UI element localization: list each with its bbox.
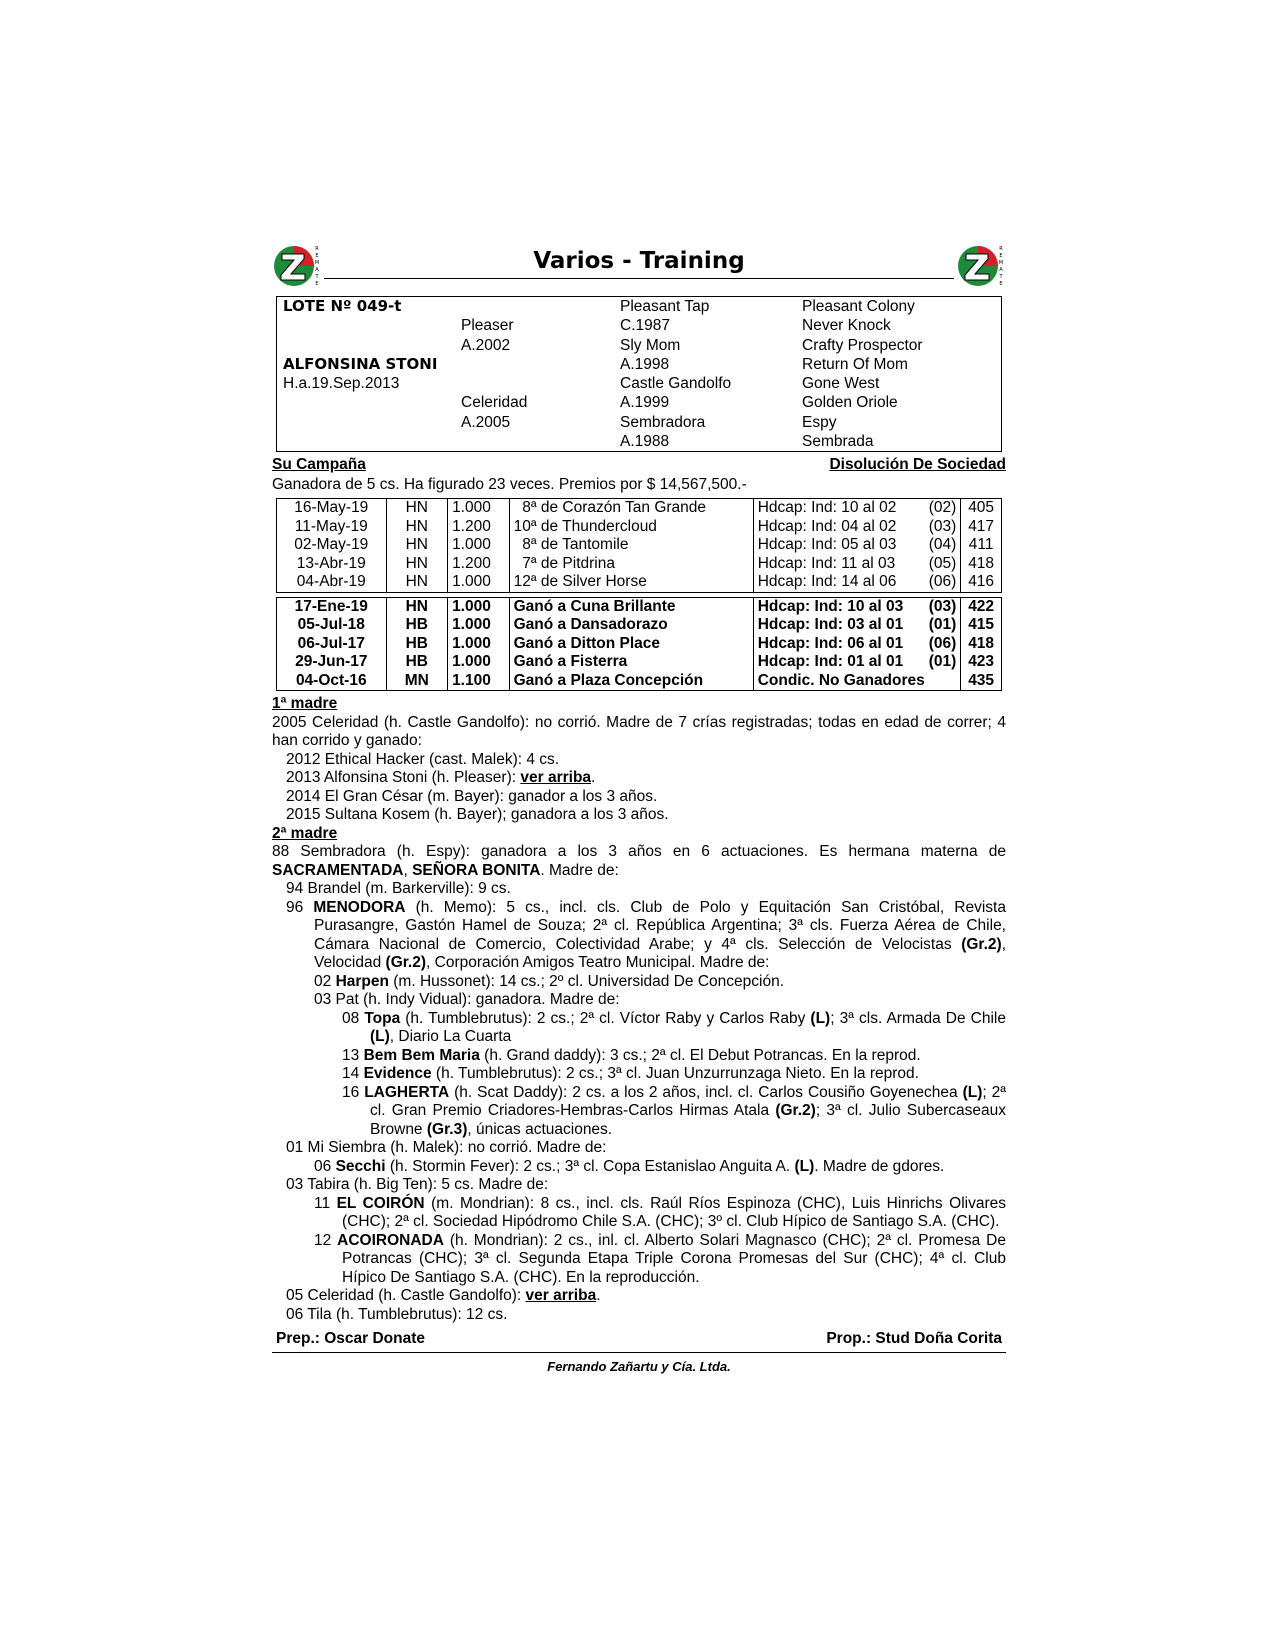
svg-text:T: T [315,274,319,280]
produce-line: 14 Evidence (h. Tumblebrutus): 2 cs.; 3ª cl. Juan Unzurrunzaga Nieto. En la reprod. [342,1065,919,1082]
produce-line: 01 Mi Siembra (h. Malek): no corrió. Madre de: [286,1139,607,1156]
grandparent-year: A.1998 [620,355,670,373]
see-above-link[interactable]: ver arriba [525,1287,597,1304]
see-above-link[interactable]: ver arriba [520,769,592,786]
win-row: 06-Jul-17 HB 1.000 Ganó a Ditton Place Hdcap: Ind: 06 al 01 (06) 418 [277,635,1002,654]
horse-info: H.a.19.Sep.2013 [283,375,400,393]
campaign-header [272,456,1006,475]
document-page [272,240,1006,1374]
sire-name: Pleaser [461,317,514,335]
svg-text:A: A [315,267,319,273]
grandparent-name: Sembradora [620,413,706,431]
sire-year: A.2002 [461,336,511,354]
pedigree-box [276,296,1002,452]
produce-line: 16 LAGHERTA (h. Scat Daddy): 2 cs. a los 2 años, incl. cl. Carlos Cousiño Goyenechea (L); 2ª cl. Gran Premio Criadores-Hembras-Carlos Hirmas Atala (Gr.2); 3ª cl. Julio Subercaseaux Browne (Gr.3), únicas actuaciones. [342,1083,1006,1138]
great-grandparent: Pleasant Colony [802,298,915,315]
produce-line: 05 Celeridad (h. Castle Gandolfo): ver arriba. [286,1287,601,1304]
svg-text:E: E [999,253,1003,259]
page-title: Varios - Training [324,248,954,279]
great-grandparent: Sembrada [802,433,874,451]
race-row: 16-May-19 HN 1.000 8ª de Corazón Tan Grande Hdcap: Ind: 10 al 02 (02) 405 [277,499,1002,518]
campaign-note: Disolución De Sociedad [829,456,1006,473]
race-row: 13-Abr-19 HN 1.200 7ª de Pitdrina Hdcap: Ind: 11 al 03 (05) 418 [277,555,1002,574]
page-header [272,240,1006,296]
company-name: Fernando Zañartu y Cía. Ltda. [547,1359,731,1374]
produce-line: 11 EL COIRÓN (m. Mondrian): 8 cs., incl. cls. Raúl Ríos Espinoza (CHC), Luis Hinrichs Olivares (CHC); 2ª cl. Sociedad Hipódromo Chile S.A. (CHC); 3º cl. Club Hípico de Santiago S.A. (CHC). [314,1194,1007,1230]
produce-line: 2012 Ethical Hacker (cast. Malek): 4 cs. [286,750,560,768]
race-table [276,498,1002,691]
produce-line: 03 Tabira (h. Big Ten): 5 cs. Madre de: [286,1176,549,1193]
win-row: 29-Jun-17 HB 1.000 Ganó a Fisterra Hdcap: Ind: 01 al 01 (01) 423 [277,653,1002,672]
svg-text:T: T [999,274,1003,280]
produce-line: 06 Secchi (h. Stormin Fever): 2 cs.; 3ª cl. Copa Estanislao Anguita A. (L). Madre de gdores. [314,1157,945,1175]
produce-line: 13 Bem Bem Maria (h. Grand daddy): 3 cs.; 2ª cl. El Debut Potrancas. En la reprod. [342,1046,921,1064]
grandparent-name: Castle Gandolfo [620,375,732,393]
win-row: 05-Jul-18 HB 1.000 Ganó a Dansadorazo Hdcap: Ind: 03 al 01 (01) 415 [277,616,1002,635]
svg-text:M: M [998,260,1004,266]
first-dam-heading: 1ª madre [272,695,338,712]
zanartu-logo-icon [956,240,1006,290]
trainer: Prep.: Oscar Donate [276,1330,426,1347]
great-grandparent: Never Knock [802,317,891,335]
svg-text:E: E [999,281,1003,287]
svg-text:E: E [315,253,319,259]
pedigree-grandparents-column [620,297,731,451]
grandparent-year: A.1988 [620,433,670,451]
great-grandparent: Espy [802,413,837,431]
campaign-heading: Su Campaña [272,456,366,473]
race-row: 04-Abr-19 HN 1.000 12ª de Silver Horse Hdcap: Ind: 14 al 06 (06) 416 [277,573,1002,592]
campaign-summary: Ganadora de 5 cs. Ha figurado 23 veces. Premios por $ 14,567,500.- [272,476,747,493]
grandparent-name: Pleasant Tap [620,298,710,315]
great-grandparent: Gone West [802,375,880,393]
second-dam-intro: 88 Sembradora (h. Espy): ganadora a los 3 años en 6 actuaciones. Es hermana materna de SACRAMENTADA, SEÑORA BONITA. Madre de: [272,843,1006,879]
produce-line: 2015 Sultana Kosem (h. Bayer); ganadora a los 3 años. [286,806,669,823]
dam-year: A.2005 [461,413,511,431]
pedigree-horse-column [283,297,437,393]
owner: Prop.: Stud Doña Corita [826,1330,1002,1347]
race-row: 11-May-19 HN 1.200 10ª de Thundercloud Hdcap: Ind: 04 al 02 (03) 417 [277,518,1002,537]
produce-line: 96 MENODORA (h. Memo): 5 cs., incl. cls. Club de Polo y Equitación San Cristóbal, Revista Purasangre, Gastón Hamel de Souza; 2ª cl. República Argentina; 3ª cls. Fuerza Aérea de Chile, Cámara Nacional de Comercio, Colectividad Arabe; y 4ª cls. Selección de Velocistas (Gr.2), Velocidad (Gr.2), Corporación Amigos Teatro Municipal. Madre de: [286,898,1006,971]
produce-line: 08 Topa (h. Tumblebrutus): 2 cs.; 2ª cl. Víctor Raby y Carlos Raby (L); 3ª cls. Armada De Chile (L), Diario La Cuarta [342,1009,1006,1045]
svg-text:R: R [999,246,1003,252]
produce-line: 2014 El Gran César (m. Bayer): ganador a los 3 años. [286,787,658,805]
produce-line: 94 Brandel (m. Barkerville): 9 cs. [286,880,511,897]
grandparent-year: A.1999 [620,394,670,412]
great-grandparent: Crafty Prospector [802,336,923,354]
horse-name: ALFONSINA STONI [283,354,438,373]
win-row: 17-Ene-19 HN 1.000 Ganó a Cuna Brillante Hdcap: Ind: 10 al 03 (03) 422 [277,597,1002,616]
pedigree-great-grandparents-column [802,297,923,451]
grandparent-name: Sly Mom [620,336,681,354]
grandparent-year: C.1987 [620,317,670,335]
race-row: 02-May-19 HN 1.000 8ª de Tantomile Hdcap: Ind: 05 al 03 (04) 411 [277,536,1002,555]
page-footer [272,1330,1006,1353]
second-dam-heading: 2ª madre [272,824,338,842]
produce-line: 2013 Alfonsina Stoni (h. Pleaser): ver arriba. [286,769,596,786]
svg-text:R: R [315,246,319,252]
dam-name: Celeridad [461,394,528,412]
produce-line: 02 Harpen (m. Hussonet): 14 cs.; 2º cl. Universidad De Concepción. [314,972,785,990]
first-dam-intro: 2005 Celeridad (h. Castle Gandolfo): no corrió. Madre de 7 crías registradas; todas en edad de correr; 4 han corrido y ganado: [272,713,1006,749]
zanartu-logo-icon [272,240,322,290]
pedigree-parents-column [461,297,527,432]
svg-text:E: E [315,281,319,287]
svg-text:M: M [314,260,320,266]
great-grandparent: Return Of Mom [802,355,908,373]
produce-line: 12 ACOIRONADA (h. Mondrian): 2 cs., inl. cl. Alberto Solari Magnasco (CHC); 2ª cl. Promesa De Potrancas (CHC); 3ª cl. Segunda Etapa Triple Corona Promesas del Sur (CHC); 4ª cl. Club Hípico De Santiago S.A. (CHC). En la reproducción. [314,1231,1006,1286]
svg-text:A: A [999,267,1003,273]
produce-line: 03 Pat (h. Indy Vidual): ganadora. Madre de: [314,991,620,1008]
lot-number: LOTE Nº 049-t [283,297,402,315]
win-row: 04-Oct-16 MN 1.100 Ganó a Plaza Concepción Condic. No Ganadores 435 [277,672,1002,691]
great-grandparent: Golden Oriole [802,394,898,412]
produce-line: 06 Tila (h. Tumblebrutus): 12 cs. [286,1305,508,1323]
